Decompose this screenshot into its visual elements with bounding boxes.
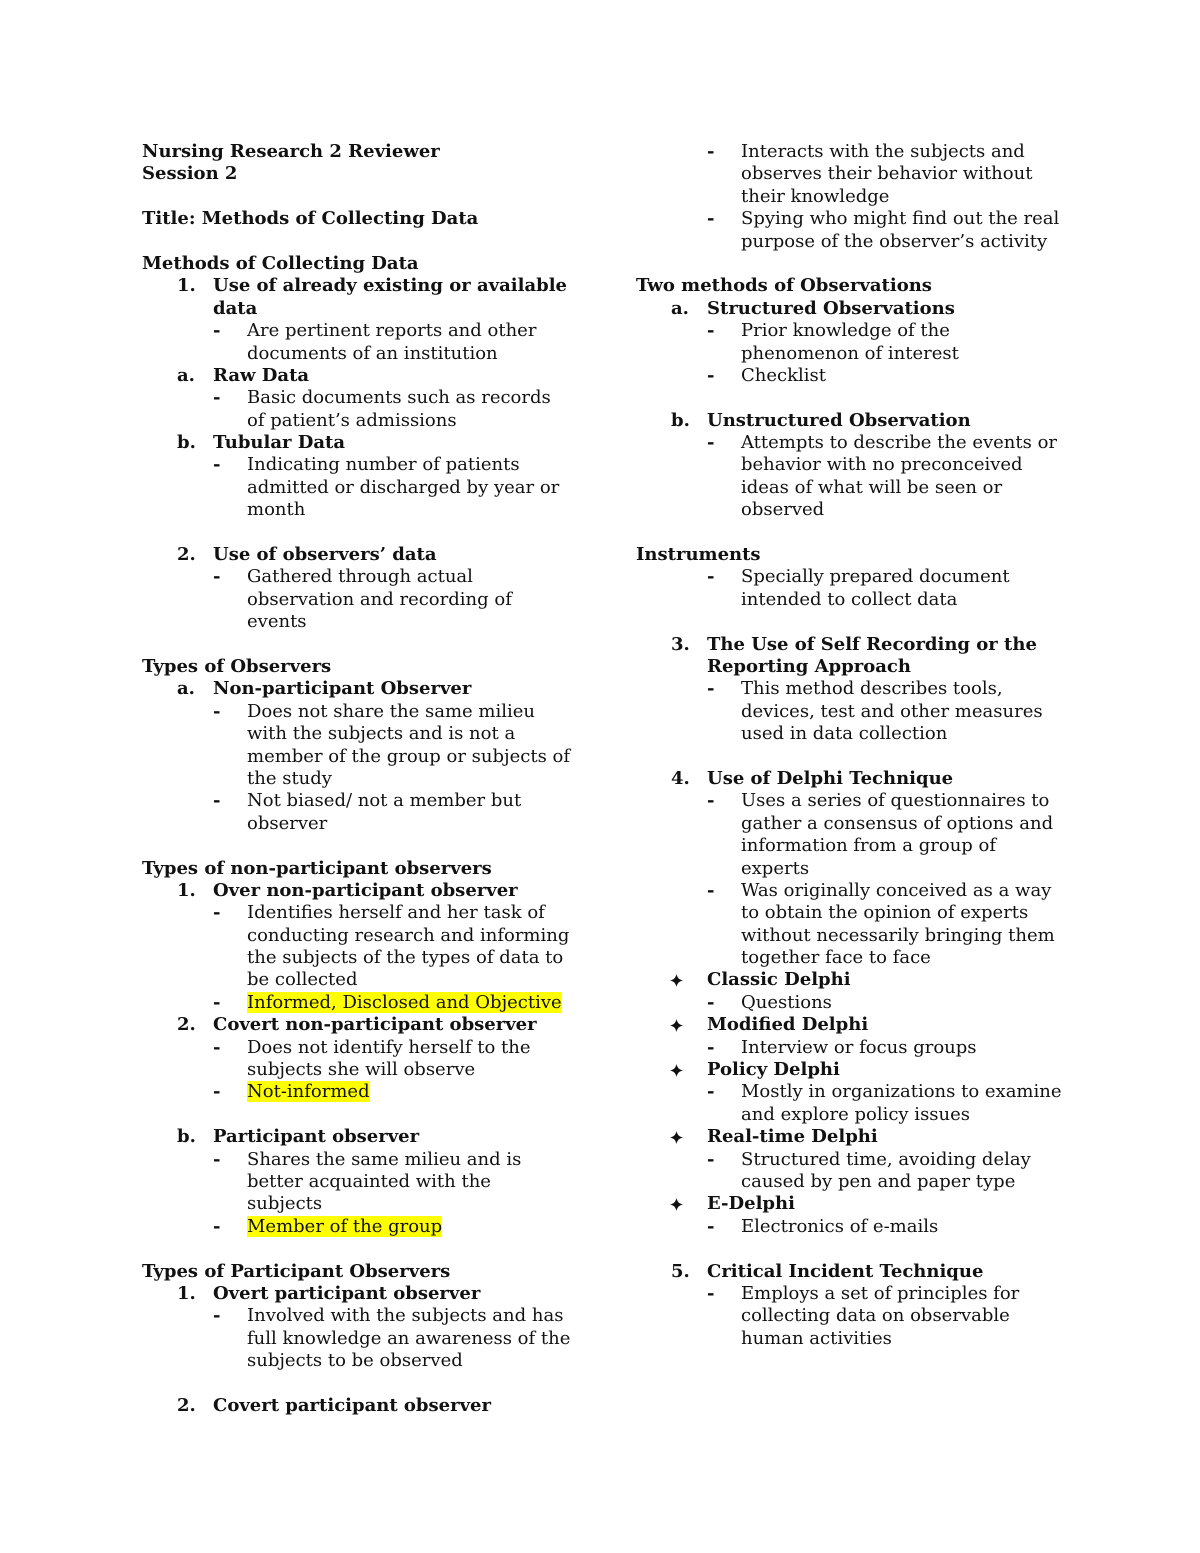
bullet-item-cont: conducting research and informing bbox=[247, 924, 570, 946]
bullet-item: - Shares the same milieu and is bbox=[213, 1148, 522, 1170]
method-5-title: 5. Critical Incident Technique bbox=[671, 1260, 984, 1282]
bullet-item-cont: subjects bbox=[247, 1193, 323, 1215]
section-heading-two-methods: Two methods of Observations bbox=[636, 275, 932, 297]
covert-non-participant-title: 2. Covert non-participant observer bbox=[177, 1014, 537, 1036]
section-heading-types-of-observers: Types of Observers bbox=[142, 655, 332, 677]
bullet-item: - Gathered through actual bbox=[213, 566, 473, 588]
bullet-item-cont: observation and recording of bbox=[247, 588, 512, 610]
bullet-item-cont: caused by pen and paper type bbox=[741, 1170, 1016, 1192]
bullet-item-cont: their knowledge bbox=[741, 185, 890, 207]
bullet-item-cont: behavior with no preconceived bbox=[741, 454, 1023, 476]
bullet-item-cont: observer bbox=[247, 812, 328, 834]
bullet-item: - This method describes tools, bbox=[707, 678, 1003, 700]
bullet-item-cont: observed bbox=[741, 499, 825, 521]
bullet-item: - Structured time, avoiding delay bbox=[707, 1148, 1031, 1170]
bullet-item-cont: subjects she will observe bbox=[247, 1059, 476, 1081]
raw-data-title: a. Raw Data bbox=[177, 364, 310, 386]
structured-observation-title: a. Structured Observations bbox=[671, 297, 955, 319]
bullet-item: - Electronics of e-mails bbox=[707, 1215, 939, 1237]
method-1-title-cont: data bbox=[213, 297, 258, 319]
bullet-item: - Interacts with the subjects and bbox=[707, 141, 1025, 162]
bullet-item: - Not biased/ not a member but bbox=[213, 790, 522, 812]
bullet-item-cont: collecting data on observable bbox=[741, 1305, 1010, 1327]
topic-title: Title: Methods of Collecting Data bbox=[142, 208, 479, 230]
right-column bbox=[636, 141, 1076, 1350]
diamond-bullet-icon bbox=[670, 1019, 683, 1032]
highlight: Informed, Disclosed and Objective bbox=[247, 991, 562, 1013]
bullet-item-cont: information from a group of bbox=[741, 835, 997, 857]
bullet-item-cont: with the subjects and is not a bbox=[247, 723, 516, 745]
bullet-item-cont: events bbox=[247, 611, 307, 633]
real-time-delphi-title: Real-time Delphi bbox=[636, 1126, 1076, 1148]
highlight: Member of the group bbox=[247, 1215, 443, 1237]
section-heading-types-participant: Types of Participant Observers bbox=[142, 1260, 451, 1282]
bullet-item: - Employs a set of principles for bbox=[707, 1282, 1020, 1304]
unstructured-observation-title: b. Unstructured Observation bbox=[671, 409, 971, 431]
bullet-item: - Prior knowledge of the bbox=[707, 320, 950, 342]
bullet-item-highlighted: - Not-informed bbox=[213, 1081, 370, 1103]
bullet-item-cont: devices, test and other measures bbox=[741, 700, 1043, 722]
bullet-item-cont: intended to collect data bbox=[741, 588, 958, 610]
bullet-item-cont: subjects to be observed bbox=[247, 1350, 463, 1372]
bullet-item-cont: the subjects of the types of data to bbox=[247, 947, 564, 969]
bullet-item-cont: human activities bbox=[741, 1327, 892, 1349]
section-heading-instruments: Instruments bbox=[636, 544, 761, 566]
policy-delphi-title: Policy Delphi bbox=[636, 1059, 1076, 1081]
bullet-item: - Indicating number of patients bbox=[213, 454, 520, 476]
diamond-bullet-icon bbox=[670, 1064, 683, 1077]
bullet-item-cont: to obtain the opinion of experts bbox=[741, 902, 1029, 924]
bullet-item-cont: month bbox=[247, 499, 306, 521]
bullet-item: - Does not share the same milieu bbox=[213, 700, 535, 722]
bullet-item-cont: without necessarily bringing them bbox=[741, 924, 1055, 946]
bullet-item-cont: experts bbox=[741, 857, 810, 879]
method-4-title: 4. Use of Delphi Technique bbox=[671, 767, 954, 789]
bullet-item: - Uses a series of questionnaires to bbox=[707, 790, 1050, 812]
bullet-item-cont: of patient’s admissions bbox=[247, 409, 457, 431]
bullet-item: - Specially prepared document bbox=[707, 566, 1010, 588]
bullet-item-cont: documents of an institution bbox=[247, 342, 498, 364]
method-2-title: 2. Use of observers’ data bbox=[177, 544, 437, 566]
bullet-item-cont: together face to face bbox=[741, 947, 931, 969]
bullet-item-cont: member of the group or subjects of bbox=[247, 745, 571, 767]
bullet-item-cont: and explore policy issues bbox=[741, 1103, 971, 1125]
bullet-item: - Does not identify herself to the bbox=[213, 1036, 531, 1058]
section-heading-types-non-participant: Types of non-participant observers bbox=[142, 857, 492, 879]
participant-observer-title: b. Participant observer bbox=[177, 1126, 420, 1148]
bullet-item-cont: admitted or discharged by year or bbox=[247, 476, 560, 498]
bullet-item: - Are pertinent reports and other bbox=[213, 320, 537, 342]
tubular-data-title: b. Tubular Data bbox=[177, 432, 346, 454]
non-participant-title: a. Non-participant Observer bbox=[177, 678, 472, 700]
left-column bbox=[142, 141, 582, 1417]
bullet-item-cont: full knowledge an awareness of the bbox=[247, 1327, 571, 1349]
method-1-title: 1. Use of already existing or available bbox=[177, 275, 567, 297]
section-heading-methods: Methods of Collecting Data bbox=[142, 252, 419, 274]
modified-delphi-title: Modified Delphi bbox=[636, 1014, 1076, 1036]
bullet-item-highlighted: - Member of the group bbox=[213, 1215, 443, 1237]
bullet-item-cont: observes their behavior without bbox=[741, 163, 1033, 185]
bullet-item: - Mostly in organizations to examine bbox=[707, 1081, 1062, 1103]
bullet-item: - Identifies herself and her task of bbox=[213, 902, 545, 924]
bullet-item-cont: purpose of the observer’s activity bbox=[741, 230, 1048, 252]
bullet-item-cont: be collected bbox=[247, 969, 358, 991]
bullet-item-cont: phenomenon of interest bbox=[741, 342, 959, 364]
diamond-bullet-icon bbox=[670, 1131, 683, 1144]
document-title: Nursing Research 2 Reviewer bbox=[142, 141, 440, 162]
e-delphi-title: E-Delphi bbox=[636, 1193, 1076, 1215]
bullet-item-cont: used in data collection bbox=[741, 723, 948, 745]
covert-participant-title: 2. Covert participant observer bbox=[177, 1394, 491, 1416]
bullet-item-highlighted: - Informed, Disclosed and Objective bbox=[213, 991, 562, 1013]
bullet-item: - Checklist bbox=[707, 364, 826, 386]
highlight: Not-informed bbox=[247, 1081, 370, 1103]
overt-non-participant-title: 1. Over non-participant observer bbox=[177, 879, 518, 901]
bullet-item-cont: the study bbox=[247, 767, 332, 789]
bullet-item: - Basic documents such as records bbox=[213, 387, 551, 409]
overt-participant-title: 1. Overt participant observer bbox=[177, 1282, 481, 1304]
session-label: Session 2 bbox=[142, 163, 238, 185]
method-3-title: 3. The Use of Self Recording or the bbox=[671, 633, 1037, 655]
method-3-title-cont: Reporting Approach bbox=[707, 655, 911, 677]
bullet-item: - Involved with the subjects and has bbox=[213, 1305, 564, 1327]
bullet-item: - Was originally conceived as a way bbox=[707, 879, 1052, 901]
bullet-item-cont: ideas of what will be seen or bbox=[741, 476, 1003, 498]
diamond-bullet-icon bbox=[670, 1198, 683, 1211]
classic-delphi-title: Classic Delphi bbox=[636, 969, 1076, 991]
bullet-item: - Interview or focus groups bbox=[707, 1036, 977, 1058]
bullet-item: - Spying who might find out the real bbox=[707, 208, 1060, 230]
bullet-item-cont: gather a consensus of options and bbox=[741, 812, 1054, 834]
bullet-item: - Attempts to describe the events or bbox=[707, 432, 1058, 454]
diamond-bullet-icon bbox=[670, 974, 683, 987]
bullet-item: - Questions bbox=[707, 991, 832, 1013]
bullet-item-cont: better acquainted with the bbox=[247, 1170, 491, 1192]
